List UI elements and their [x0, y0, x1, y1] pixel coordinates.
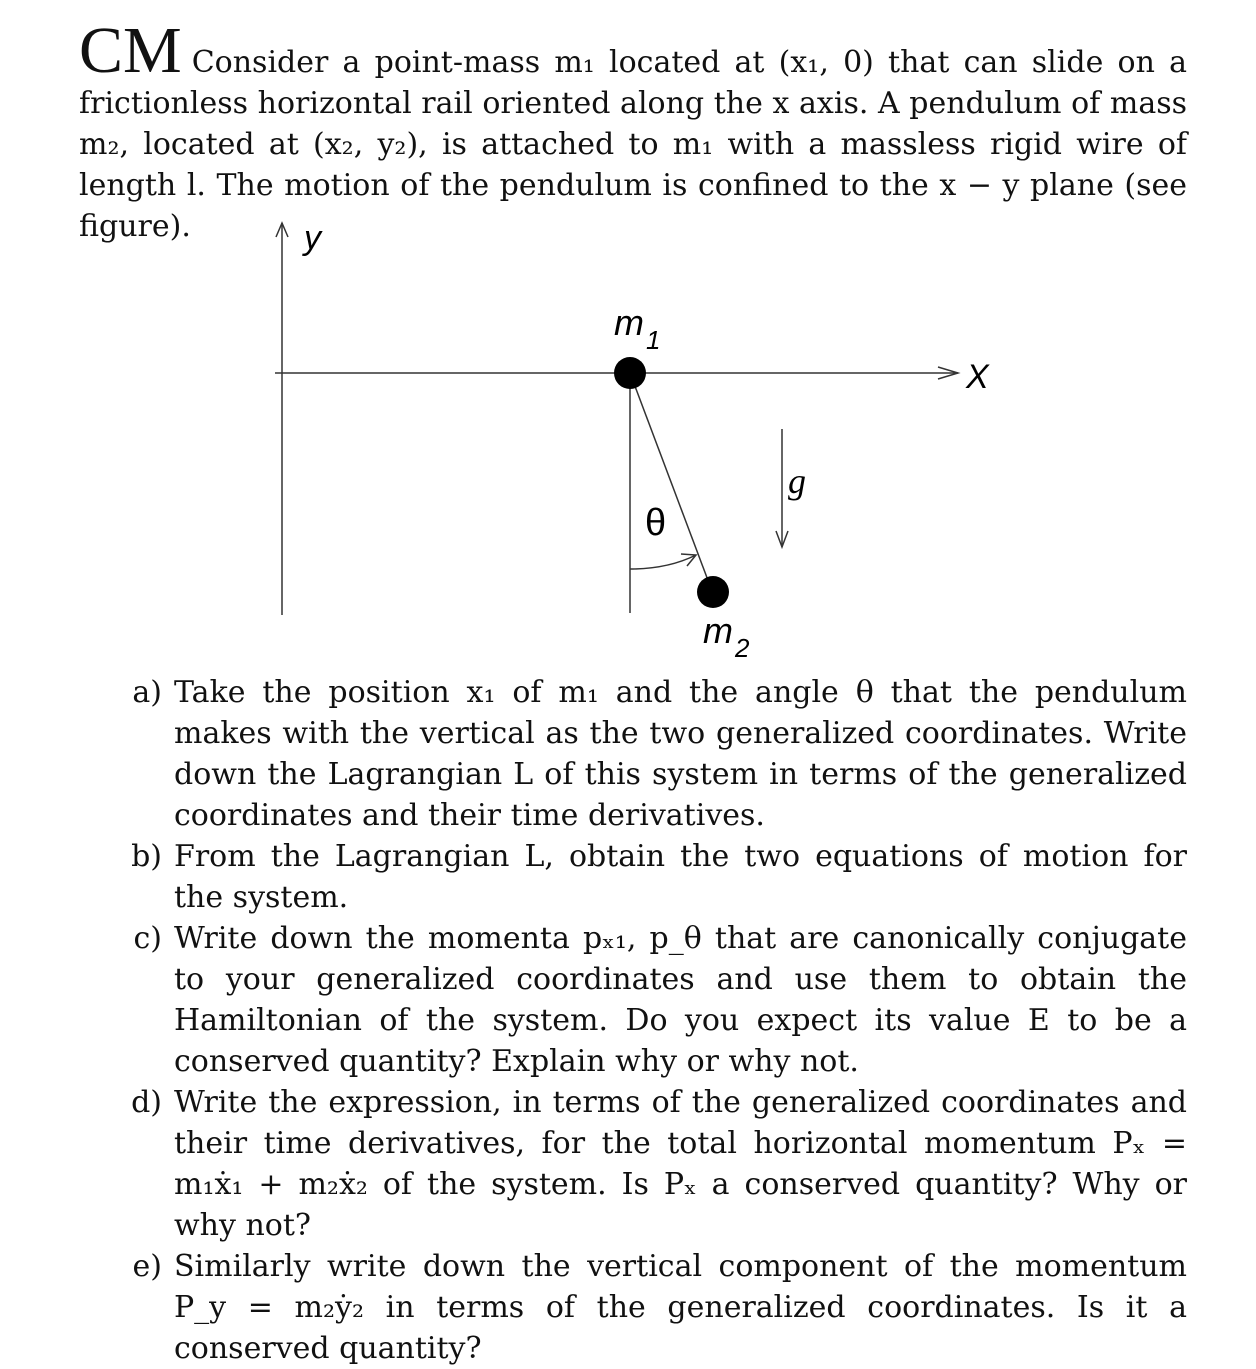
part-text: Write the expression, in terms of the generalized coordinates and their time derivatives, for the total horizontal momentum Pₓ = m₁ẋ₁ + m₂ẋ₂ of the system. Is Pₓ a conserved quantity? Why or why not? [174, 1085, 1187, 1243]
part-text: Similarly write down the vertical component of the momentum P_y = m₂ẏ₂ in terms of the generalized coordinates. Is it a conserved quantity? [174, 1249, 1187, 1366]
intro-text: Consider a point-mass m₁ located at (x₁, 0) that can slide on a frictionless horizontal rail oriented along the x axis. A pendulum of mass m₂, located at (x₂, y₂), is attached to m₁ with a massless rigid wire of length l. The motion of the pendulum is confined to the x − y plane (see figure). [79, 45, 1187, 244]
gravity-label: g [788, 461, 806, 501]
x-axis-label: X [966, 358, 989, 396]
part-label: a) [132, 675, 162, 710]
question-part [110, 918, 1187, 1082]
part-label: b) [131, 839, 162, 874]
mass-m2-letter: m [703, 610, 733, 651]
mass-m2-subscript: 2 [735, 633, 750, 663]
y-axis-label: y [304, 219, 321, 257]
mass-m2 [697, 576, 729, 608]
question-part [110, 836, 1187, 918]
pendulum-figure [220, 213, 1040, 673]
mass-m1-label [614, 302, 660, 355]
angle-label: θ [645, 502, 667, 544]
question-part [110, 672, 1187, 836]
mass-m1 [614, 357, 646, 389]
question-parts [110, 672, 1187, 1369]
question-part [110, 1246, 1187, 1369]
mass-m1-letter: m [614, 302, 644, 343]
section-heading: CM [79, 14, 182, 87]
part-label: e) [132, 1249, 162, 1284]
part-label: c) [133, 921, 162, 956]
part-text: Write down the momenta pₓ₁, p_θ that are canonically conjugate to your generalized coordinates and use them to obtain the Hamiltonian of the system. Do you expect its value E to be a conserved quantity? Explain why or why not. [174, 921, 1187, 1079]
pendulum-wire [630, 373, 712, 591]
mass-m2-label [703, 610, 750, 663]
angle-arc [630, 555, 696, 569]
part-text: From the Lagrangian L, obtain the two equations of motion for the system. [174, 839, 1187, 915]
part-text: Take the position x₁ of m₁ and the angle θ that the pendulum makes with the vertical as the two generalized coordinates. Write down the Lagrangian L of this system in terms of the generalized coordinates and their time derivatives. [174, 675, 1187, 833]
question-part [110, 1082, 1187, 1246]
mass-m1-subscript: 1 [646, 325, 661, 355]
part-label: d) [131, 1085, 162, 1120]
